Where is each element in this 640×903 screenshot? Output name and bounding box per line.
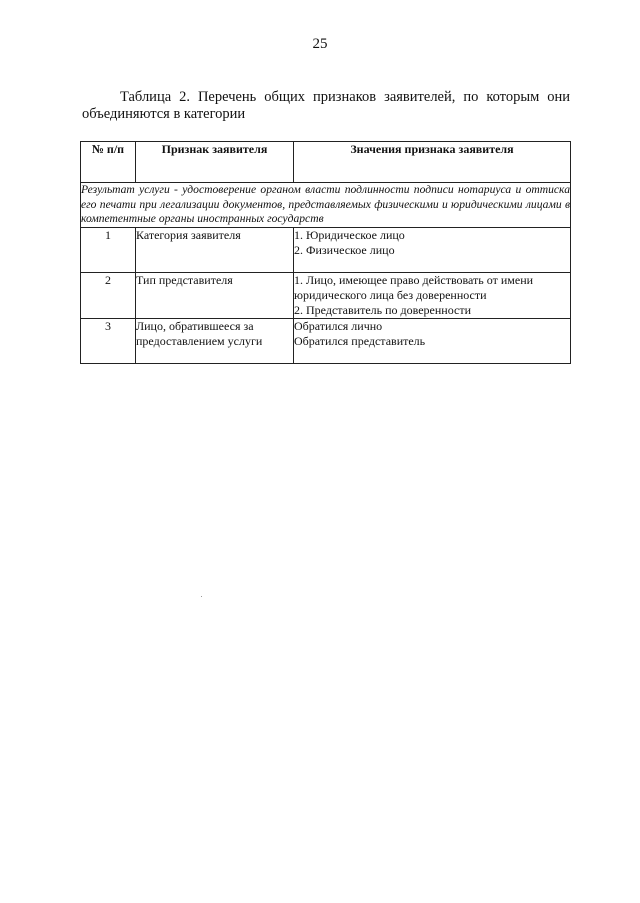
row-attribute: Лицо, обратившееся за предоставлением услуги (136, 318, 294, 363)
value-item: Обратился лично (294, 318, 383, 333)
value-item: Обратился представитель (294, 333, 426, 348)
caption-line-2: объединяются в категории (82, 106, 246, 122)
caption-line-1: Таблица 2. Перечень общих признаков заявителей, по которым они (120, 89, 570, 105)
value-item: 1. Лицо, имеющее право действовать от имени юридического лица без доверенности (294, 272, 534, 302)
row-attribute: Тип представителя (136, 272, 294, 318)
table-row (81, 318, 571, 363)
applicant-attributes-table (80, 141, 571, 364)
value-item: 1. Юридическое лицо (294, 227, 405, 242)
header-values: Значения признака заявителя (294, 142, 571, 183)
table-header-row (81, 142, 571, 183)
scan-artifact-dot (201, 596, 202, 597)
table-caption (82, 89, 570, 123)
value-item: 2. Представитель по доверенности (294, 302, 472, 317)
table-row (81, 272, 571, 318)
row-number: 3 (81, 318, 136, 363)
row-attribute: Категория заявителя (136, 227, 294, 272)
header-num: № п/п (81, 142, 136, 183)
page-number: 25 (312, 36, 328, 52)
row-number: 1 (81, 227, 136, 272)
row-values (294, 318, 571, 363)
table-row (81, 227, 571, 272)
row-values (294, 227, 571, 272)
service-result-text: Результат услуги - удостоверение органом власти подлинности подписи нотариуса и оттиска его печати при легализации документов, представляемых физическими и юридическими лицами в компетентные органы иностранных государств (81, 183, 570, 225)
value-item: 2. Физическое лицо (294, 242, 395, 257)
row-values (294, 272, 571, 318)
header-attribute: Признак заявителя (136, 142, 294, 183)
result-row (81, 183, 571, 228)
row-number: 2 (81, 272, 136, 318)
